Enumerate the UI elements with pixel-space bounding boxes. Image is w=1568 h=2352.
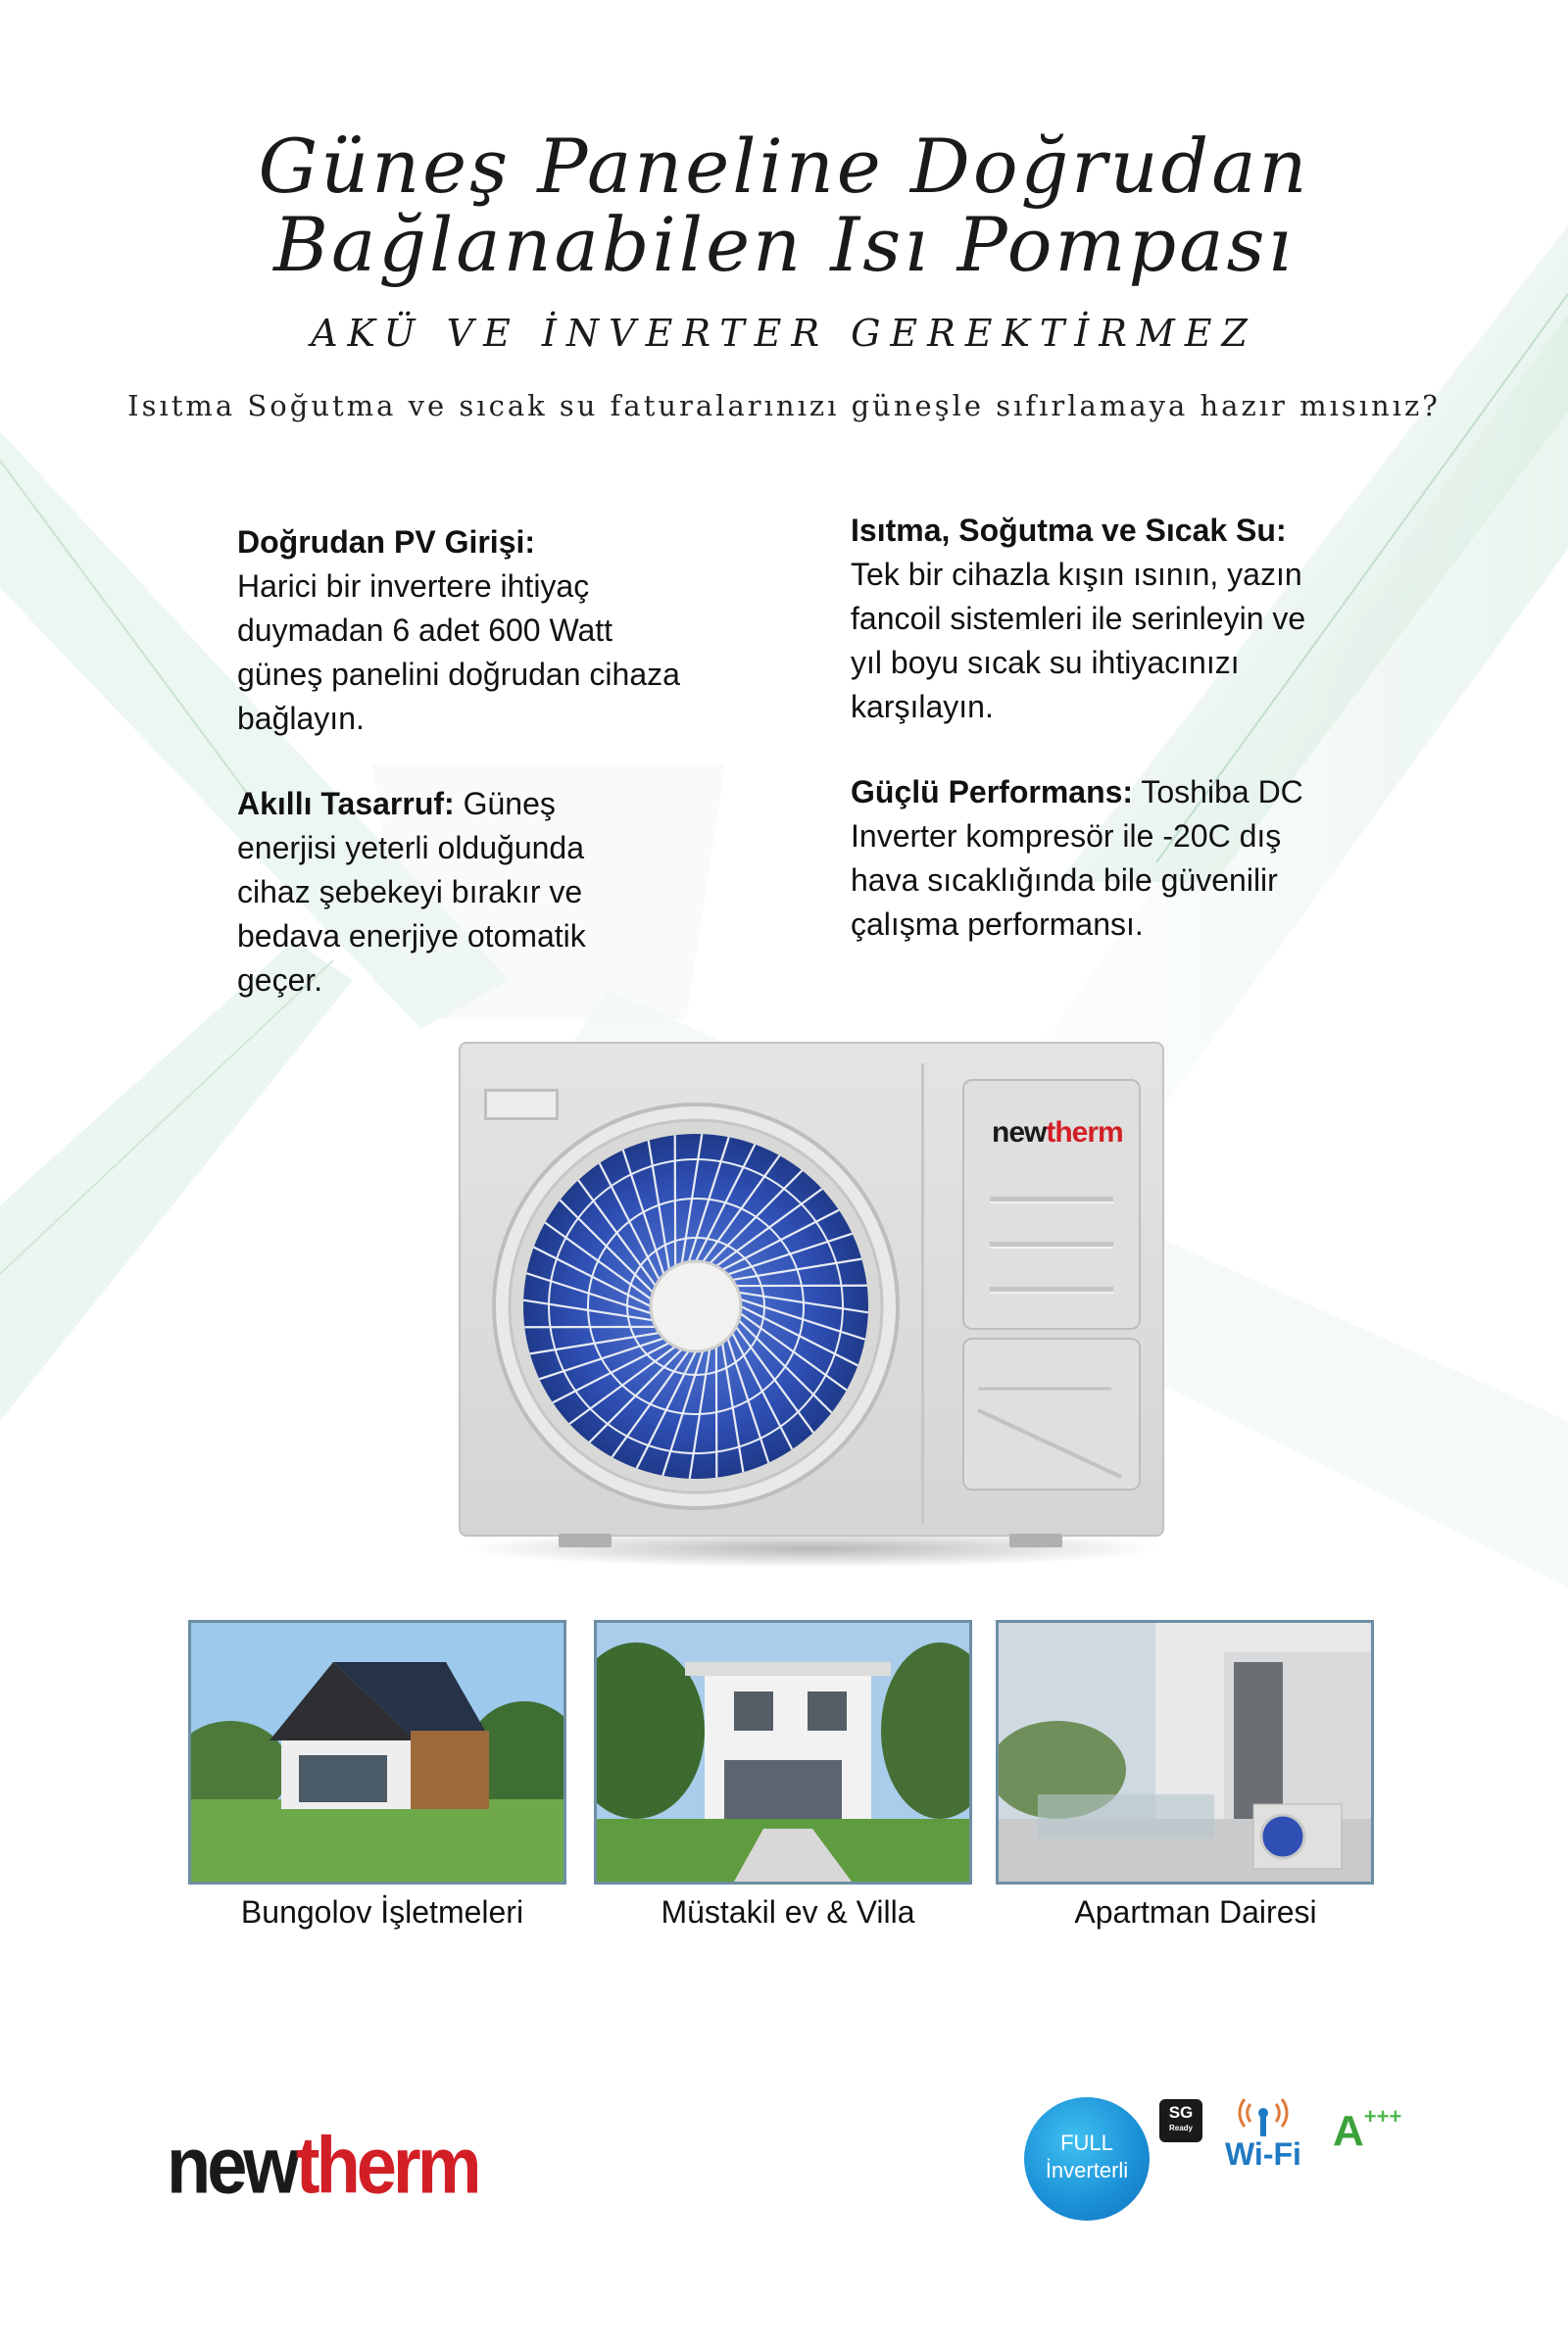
feature-title: Doğrudan PV Girişi: bbox=[237, 524, 536, 560]
feature-title: Akıllı Tasarruf: bbox=[237, 786, 455, 821]
energy-class-badge bbox=[1333, 2104, 1402, 2156]
badge-full-line2: İnverterli bbox=[1045, 2158, 1129, 2182]
wifi-label: Wi-Fi bbox=[1225, 2136, 1301, 2172]
full-inverter-badge bbox=[1024, 2097, 1150, 2221]
feature-performance bbox=[851, 770, 1311, 947]
unit-divider bbox=[921, 1063, 924, 1524]
fan-icon bbox=[490, 1101, 902, 1512]
caption-villa: Müstakil ev & Villa bbox=[661, 1894, 915, 1930]
unit-brand-prefix: new bbox=[992, 1116, 1047, 1149]
caption-apartment: Apartman Dairesi bbox=[1074, 1894, 1317, 1930]
vent-slot bbox=[990, 1242, 1113, 1249]
caption-bungalow: Bungolov İşletmeleri bbox=[240, 1894, 524, 1930]
logo-prefix: new bbox=[167, 2120, 296, 2211]
newtherm-logo bbox=[167, 2120, 478, 2211]
feature-title: Isıtma, Soğutma ve Sıcak Su: bbox=[851, 513, 1287, 548]
sg-label: SG bbox=[1168, 2103, 1194, 2122]
page-title bbox=[0, 122, 1568, 288]
unit-foot bbox=[559, 1534, 612, 1547]
page-subtitle: AKÜ VE İNVERTER GEREKTİRMEZ bbox=[311, 312, 1257, 355]
panel-groove bbox=[964, 1340, 1139, 1489]
feature-heating-cooling bbox=[851, 509, 1321, 729]
feature-pv-input bbox=[237, 520, 698, 741]
sg-ready-icon bbox=[1159, 2099, 1202, 2142]
badge-full-line1: FULL bbox=[1060, 2131, 1113, 2155]
feature-text: Tek bir cihazla kışın ısının, yazın fancoil sistemleri ile serinleyin ve yıl boyu sıcak su ihtiyacınızı karşılayın. bbox=[851, 557, 1306, 724]
photo-villa bbox=[594, 1620, 972, 1885]
heat-pump-unit bbox=[459, 1042, 1164, 1537]
unit-brand-suffix: therm bbox=[1046, 1116, 1123, 1149]
energy-plus: +++ bbox=[1363, 2104, 1402, 2130]
photo-bungalow bbox=[188, 1620, 566, 1885]
feature-title: Güçlü Performans: bbox=[851, 774, 1134, 809]
unit-foot bbox=[1009, 1534, 1062, 1547]
tagline: Isıtma Soğutma ve sıcak su faturalarınızı güneşle sıfırlamaya hazır mısınız? bbox=[127, 389, 1441, 422]
feature-text: Güneş enerjisi yeterli olduğunda cihaz şebekeyi bırakır ve bedava enerjiye otomatik geçer. bbox=[237, 786, 586, 998]
feature-text: Harici bir invertere ihtiyaç duymadan 6 adet 600 Watt güneş panelini doğrudan cihaza bağlayın. bbox=[237, 568, 680, 736]
title-line-2: Bağlanabilen Isı Pompası bbox=[273, 201, 1295, 288]
feature-smart-saving bbox=[237, 782, 649, 1003]
feature-text: Toshiba DC Inverter kompresör ile -20C dış hava sıcaklığında bile güvenilir çalışma performansı. bbox=[851, 774, 1303, 942]
vent-slot bbox=[990, 1287, 1113, 1294]
unit-service-panel bbox=[962, 1079, 1141, 1330]
energy-class: A bbox=[1333, 2107, 1364, 2155]
photo-apartment bbox=[996, 1620, 1374, 1885]
sg-sublabel: Ready bbox=[1168, 2124, 1193, 2132]
unit-lower-panel bbox=[962, 1338, 1141, 1491]
wifi-icon bbox=[1233, 2093, 1294, 2136]
title-line-1: Güneş Paneline Doğrudan bbox=[258, 122, 1310, 210]
vent-slot bbox=[990, 1197, 1113, 1203]
unit-brand-logo bbox=[992, 1116, 1123, 1150]
logo-suffix: therm bbox=[295, 2120, 478, 2211]
